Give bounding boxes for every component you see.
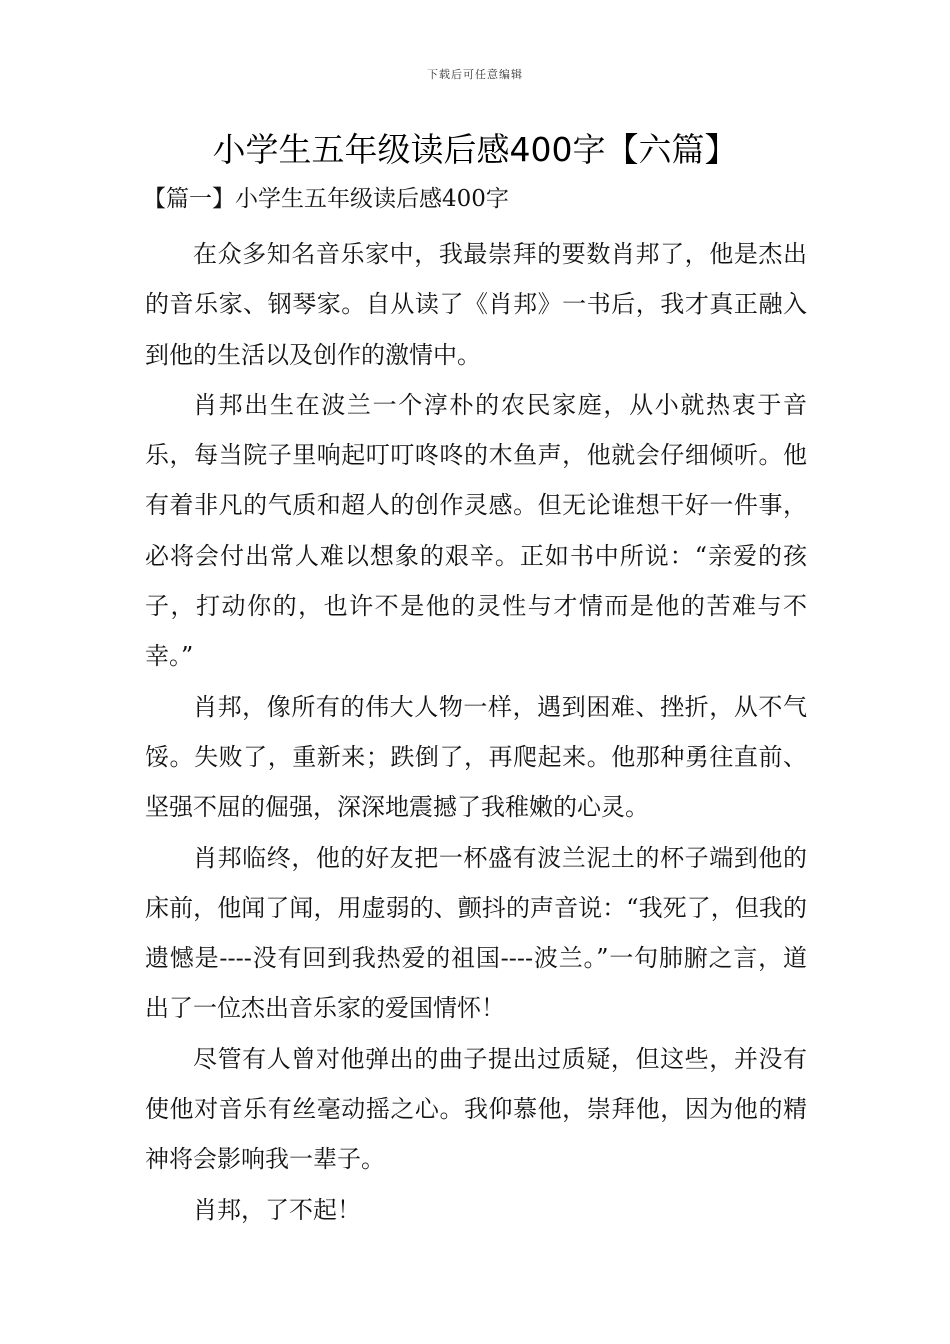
paragraph: 肖邦临终，他的好友把一杯盛有波兰泥土的杯子端到他的床前，他闻了闻，用虚弱的、颤抖的声音说：“我死了，但我的遗憾是----没有回到我热爱的祖国----波兰。”一句肺腑之言，道出了一位杰出音乐家的爱国情怀！ xyxy=(145,843,807,1023)
paragraph: 肖邦，了不起！ xyxy=(193,1195,361,1224)
paragraph: 尽管有人曾对他弹出的曲子提出过质疑，但这些，并没有使他对音乐有丝毫动摇之心。我仰慕他，崇拜他，因为他的精神将会影响我一辈子。 xyxy=(145,1044,807,1174)
page-header-note: 下载后可任意编辑 xyxy=(427,68,523,81)
paragraph: 肖邦出生在波兰一个淳朴的农民家庭，从小就热衷于音乐，每当院子里响起叮叮咚咚的木鱼声，他就会仔细倾听。他有着非凡的气质和超人的创作灵感。但无论谁想干好一件事，必将会付出常人难以想象的艰辛。正如书中所说：“亲爱的孩子，打动你的，也许不是他的灵性与才情而是他的苦难与不幸。” xyxy=(145,390,807,671)
paragraph: 肖邦，像所有的伟大人物一样，遇到困难、挫折，从不气馁。失败了，重新来；跌倒了，再爬起来。他那种勇往直前、坚强不屈的倔强，深深地震撼了我稚嫩的心灵。 xyxy=(145,692,807,822)
section-heading: 【篇一】小学生五年级读后感400字 xyxy=(143,186,509,212)
document-title: 小学生五年级读后感400字【六篇】 xyxy=(212,130,738,169)
paragraph: 在众多知名音乐家中，我最崇拜的要数肖邦了，他是杰出的音乐家、钢琴家。自从读了《肖邦》一书后，我才真正融入到他的生活以及创作的激情中。 xyxy=(145,240,807,369)
article-body xyxy=(145,229,807,1235)
